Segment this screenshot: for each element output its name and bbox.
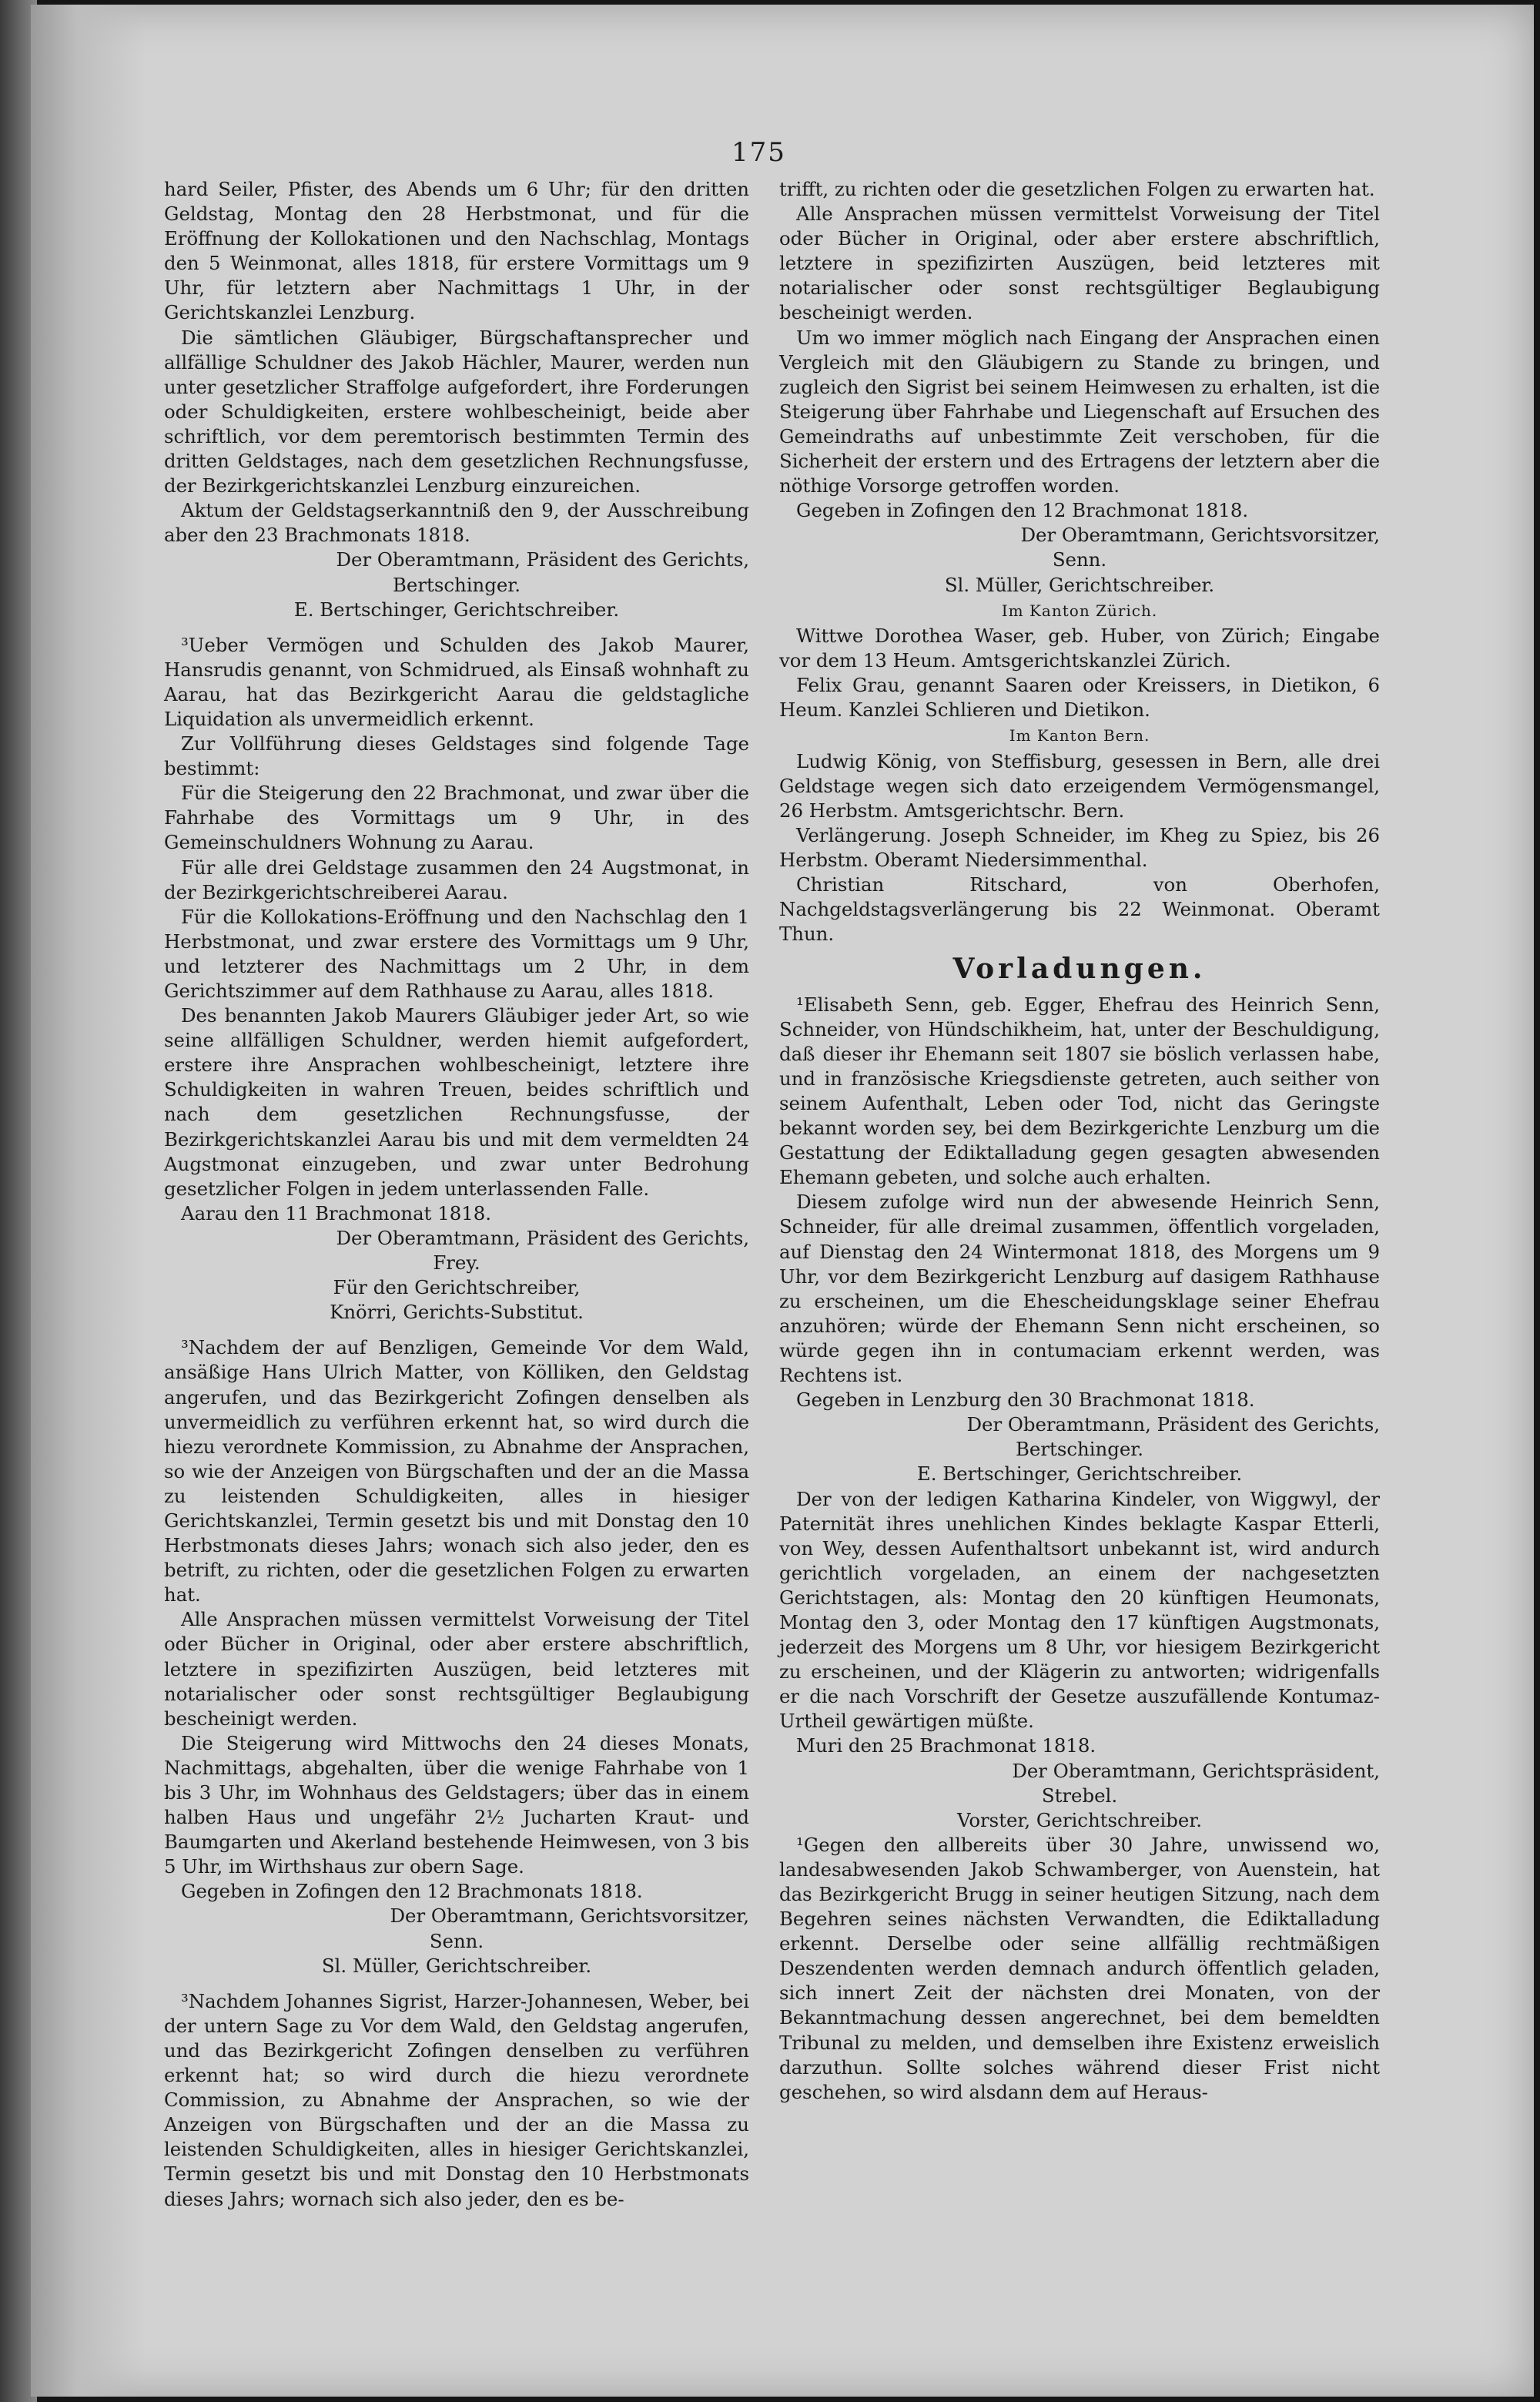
paragraph: Ludwig König, von Steffisburg, gesessen in Bern, alle drei Geldstage wegen sich dato erzeigendem Vermögensmangel, 26 Herbstm. Amtsgerichtschr. Bern. — [779, 749, 1380, 822]
signature-line: Der Oberamtmann, Gerichtsvorsitzer, — [1020, 524, 1380, 547]
page-number: 175 — [732, 137, 786, 168]
paragraph: Alle Ansprachen müssen vermittelst Vorweisung der Titel oder Bücher in Original, oder aber erstere abschriftlich, letztere in spezifizirten Auszügen, beid letzteres mit notarialischer oder sonst rechtsgültiger Beglaubigung bescheinigt werden. — [164, 1608, 749, 1730]
paragraph: Alle Ansprachen müssen vermittelst Vorweisung der Titel oder Bücher in Original, oder aber erstere abschriftlich, letztere in spezifizirten Auszügen, beid letzteres mit notarialischer oder sonst rechtsgültiger Beglaubigung bescheinigt werden. — [779, 203, 1380, 324]
canton-label: Im Kanton Zürich. — [1001, 601, 1158, 620]
paragraph: Gegeben in Lenzburg den 30 Brachmonat 1818. — [796, 1389, 1255, 1412]
paragraph: Muri den 25 Brachmonat 1818. — [796, 1734, 1096, 1757]
paragraph: Für die Kollokations-Eröffnung und den Nachschlag den 1 Herbstmonat, und zwar erstere des Vormittags um 9 Uhr, und letzterer des Nachmittags um 2 Uhr, in dem Gerichtszimmer auf dem Rathhause zu Aarau, alles 1818. — [164, 905, 749, 1002]
signature-line: Der Oberamtmann, Gerichtsvorsitzer, — [390, 1905, 749, 1928]
signature-line: Vorster, Gerichtschreiber. — [956, 1808, 1203, 1831]
signature-line: Senn. — [429, 1929, 484, 1952]
paragraph: Aarau den 11 Brachmonat 1818. — [181, 1201, 492, 1224]
signature-line: Bertschinger. — [1016, 1438, 1143, 1461]
binding-shadow — [31, 5, 146, 2397]
paragraph: Felix Grau, genannt Saaren oder Kreissers, in Dietikon, 6 Heum. Kanzlei Schlieren und Dietikon. — [779, 674, 1380, 722]
signature-line: Frey. — [433, 1251, 480, 1275]
paragraph: Des benannten Jakob Maurers Gläubiger jeder Art, so wie seine allfälligen Schuldner, werden hiemit aufgefordert, erstere ihre Ansprachen wohlbescheinigt, letztere ihre Schuldigkeiten in wahren Treuen, beides schriftlich und nach dem gesetzlichen Rechnungsfusse, der Bezirkgerichtskanzlei Aarau bis und mit dem vermeldten 24 Augstmonat einzugeben, und zwar unter Bedrohung gesetzlicher Folgen in jedem unterlassenden Falle. — [164, 1004, 749, 1200]
signature-line: E. Bertschinger, Gerichtschreiber. — [916, 1462, 1243, 1486]
canton-label: Im Kanton Bern. — [1009, 726, 1150, 745]
paragraph: Um wo immer möglich nach Eingang der Ansprachen einen Vergleich mit den Gläubigern zu Stande zu bringen, und zugleich den Sigrist bei seinem Heimwesen zu erhalten, ist die Steigerung über Fahrhabe und Liegenschaft auf Ersuchen des Gemeindraths auf unbestimmte Zeit verschoben, für die Sicherheit der erstern und des Ertragens der letztern aber die nöthige Vorsorge getroffen worden. — [779, 326, 1380, 497]
paragraph: ³Nachdem Johannes Sigrist, Harzer-Johannesen, Weber, bei der untern Sage zu Vor dem Wald, den Geldstag angerufen, und das Bezirkgericht Zofingen denselben zu verführen erkennt hat; so wird durch die hiezu verordnete Commission, zu Abnahme der Ansprachen, so wie der Anzeigen von Bürgschaften und der an die Massa zu leistenden Schuldigkeiten, alles in hiesiger Gerichtskanzlei, Termin gesetzt bis und mit Donstag den 10 Herbstmonats dieses Jahrs; wornach sich also jeder, den es be- — [164, 1989, 749, 2210]
signature-line: Der Oberamtmann, Präsident des Gerichts, — [336, 548, 749, 571]
spacer — [164, 1978, 749, 1989]
signature-line: Der Oberamtmann, Präsident des Gerichts, — [336, 1226, 749, 1249]
paragraph: Aktum der Geldstagserkanntniß den 9, der Ausschreibung aber den 23 Brachmonats 1818. — [164, 499, 749, 547]
right-column — [779, 177, 1380, 2105]
paragraph: ¹Elisabeth Senn, geb. Egger, Ehefrau des Heinrich Senn, Schneider, von Hündschikheim, hat, unter der Beschuldigung, daß dieser ihr Ehemann seit 1807 sie böslich verlassen habe, und in französische Kriegsdienste getreten, auch seither von seinem Aufenthalt, Leben oder Tod, nicht das Geringste bekannt worden sey, bei dem Bezirkgerichte Lenzburg um die Gestattung der Ediktalladung gegen gesagten abwesenden Ehemann gebeten, und solche auch erhalten. — [779, 993, 1380, 1189]
signature-line: Der Oberamtmann, Gerichtspräsident, — [1012, 1759, 1380, 1782]
paragraph: Für alle drei Geldstage zusammen den 24 Augstmonat, in der Bezirkgerichtschreiberei Aarau. — [164, 856, 749, 903]
paragraph: trifft, zu richten oder die gesetzlichen Folgen zu erwarten hat. — [779, 178, 1375, 200]
signature-line: Strebel. — [1041, 1784, 1118, 1807]
signature-line: Knörri, Gerichts-Substitut. — [330, 1301, 584, 1324]
spacer — [164, 622, 749, 633]
left-column — [164, 177, 749, 2212]
signature-line: Sl. Müller, Gerichtschreiber. — [321, 1954, 592, 1977]
section-heading: Vorladungen. — [952, 953, 1207, 986]
signature-line: Sl. Müller, Gerichtschreiber. — [944, 573, 1215, 596]
spacer — [164, 1325, 749, 1335]
signature-line: Senn. — [1052, 548, 1107, 571]
paragraph: Verlängerung. Joseph Schneider, im Kheg zu Spiez, bis 26 Herbstm. Oberamt Niedersimmenthal. — [779, 823, 1380, 871]
paragraph: ¹Gegen den allbereits über 30 Jahre, unwissend wo, landesabwesenden Jakob Schwamberger, von Auenstein, hat das Bezirkgericht Brugg in seiner heutigen Sitzung, nach dem Begehren seines nächsten Verwandten, die Ediktalladung erkennt. Derselbe oder seine allfällig rechtmäßigen Deszendenten werden demnach andurch öffentlich geladen, sich innert Zeit der nächsten drei Monaten, von der Bekanntmachung dessen angerechnet, bei dem bemeldten Tribunal zu melden, und demselben ihre Existenz erweislich darzuthun. Sollte solches während dieser Frist nicht geschehen, so wird alsdann dem auf Heraus- — [779, 1833, 1380, 2103]
paragraph: Diesem zufolge wird nun der abwesende Heinrich Senn, Schneider, für alle dreimal zusammen, öffentlich vorgeladen, auf Dienstag den 24 Wintermonat 1818, des Morgens um 9 Uhr, vor dem Bezirkgericht Lenzburg auf dasigem Rathhause zu erscheinen, um die Ehescheidungsklage seiner Ehefrau anzuhören; würde der Ehemann Senn nicht erscheinen, so würde gegen ihn in contumaciam erkennt werden, was Rechtens ist. — [779, 1191, 1380, 1387]
signature-line: Für den Gerichtschreiber, — [333, 1276, 581, 1299]
paragraph: Für die Steigerung den 22 Brachmonat, und zwar über die Fahrhabe des Vormittags um 9 Uhr, in des Gemeinschuldners Wohnung zu Aarau. — [164, 782, 749, 854]
paragraph: Zur Vollführung dieses Geldstages sind folgende Tage bestimmt: — [164, 732, 749, 780]
signature-line: Der Oberamtmann, Präsident des Gerichts, — [966, 1413, 1380, 1436]
paragraph: Die sämtlichen Gläubiger, Bürgschaftansprecher und allfällige Schuldner des Jakob Hächler, Maurer, werden nun unter gesetzlicher Straffolge aufgefordert, ihre Forderungen oder Schuldigkeiten, erstere wohlbescheinigt, beide aber schriftlich, vor dem peremtorisch bestimmten Termin des dritten Geldstages, nach dem gesetzlichen Rechnungsfusse, der Bezirkgerichtskanzlei Lenzburg einzureichen. — [164, 326, 749, 497]
paragraph: ³Nachdem der auf Benzligen, Gemeinde Vor dem Wald, ansäßige Hans Ulrich Matter, von Kölliken, den Geldstag angerufen, und das Bezirkgericht Zofingen denselben als unvermeidlich zu verführen erkennt hat, so wird durch die hiezu verordnete Kommission, zu Abnahme der Ansprachen, so wie der Anzeigen von Bürgschaften und der an die Massa zu leistenden Schuldigkeiten, alles in hiesiger Gerichtskanzlei, Termin gesetzt bis und mit Donstag den 10 Herbstmonats dieses Jahrs; wonach sich also jeder, den es betrift, zu richten, oder die gesetzlichen Folgen zu erwarten hat. — [164, 1336, 749, 1606]
paragraph: Der von der ledigen Katharina Kindeler, von Wiggwyl, der Paternität ihres unehlichen Kindes beklagte Kaspar Etterli, von Wey, dessen Aufenthaltsort unbekannt ist, wird andurch gerichtlich vorgeladen, an einem der nachgesetzten Gerichtstagen, als: Montag den 20 künftigen Heumonats, Montag den 3, oder Montag den 17 künftigen Augstmonats, jederzeit des Morgens um 8 Uhr, vor hiesigem Bezirkgericht zu erscheinen, und der Klägerin zu antworten; widrigenfalls er die nach Vorschrift der Gesetze auszufällende Kontumaz-Urtheil gewärtigen müßte. — [779, 1487, 1380, 1733]
paragraph: ³Ueber Vermögen und Schulden des Jakob Maurer, Hansrudis genannt, von Schmidrued, als Einsaß wohnhaft zu Aarau, hat das Bezirkgericht Aarau die geldstagliche Liquidation als unvermeidlich erkennt. — [164, 633, 749, 730]
paragraph: Gegeben in Zofingen den 12 Brachmonat 1818. — [796, 499, 1249, 522]
paragraph: Die Steigerung wird Mittwochs den 24 dieses Monats, Nachmittags, abgehalten, über die wenige Fahrhabe von 1 bis 3 Uhr, im Wohnhaus des Geldstagers; über das in einem halben Haus und ungefähr 2½ Jucharten Kraut- und Baumgarten und Akerland bestehende Heimwesen, von 3 bis 5 Uhr, im Wirthshaus zur obern Sage. — [164, 1731, 749, 1878]
paragraph: Christian Ritschard, von Oberhofen, Nachgeldstagsverlängerung bis 22 Weinmonat. Oberamt Thun. — [779, 873, 1380, 946]
paragraph: hard Seiler, Pfister, des Abends um 6 Uhr; für den dritten Geldstag, Montag den 28 Herbstmonat, und für die Eröffnung der Kollokationen und den Nachschlag, Montags den 5 Weinmonat, alles 1818, für erstere Vormittags um 9 Uhr, für letztern aber Nachmittags 1 Uhr, in der Gerichtskanzlei Lenzburg. — [164, 178, 749, 324]
signature-line: Bertschinger. — [393, 573, 521, 596]
paragraph: Gegeben in Zofingen den 12 Brachmonats 1818. — [181, 1880, 643, 1903]
paragraph: Wittwe Dorothea Waser, geb. Huber, von Zürich; Eingabe vor dem 13 Heum. Amtsgerichtskanzlei Zürich. — [779, 624, 1380, 672]
signature-line: E. Bertschinger, Gerichtschreiber. — [293, 598, 620, 621]
